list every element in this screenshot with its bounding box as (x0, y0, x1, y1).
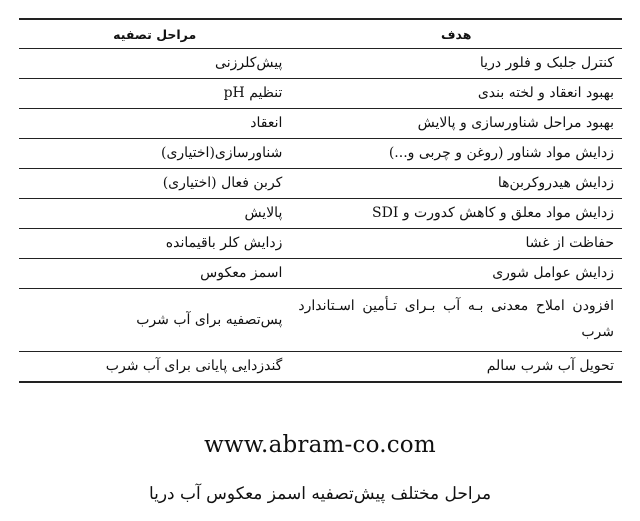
stage-cell: زدایش کلر باقیمانده (19, 229, 290, 259)
stage-cell: اسمز معکوس (19, 259, 290, 289)
stage-cell: پس‌تصفیه برای آب شرب (19, 289, 290, 352)
table-row (19, 289, 622, 352)
goal-cell: بهبود انعقاد و لخته بندی (290, 79, 622, 109)
table-row (19, 139, 622, 169)
figure-caption: مراحل مختلف پیش‌تصفیه اسمز معکوس آب دریا (148, 484, 492, 504)
goal-cell: حفاظت از غشا (290, 229, 622, 259)
table-row (19, 229, 622, 259)
table-row (19, 49, 622, 79)
stage-cell: کربن فعال (اختیاری) (19, 169, 290, 199)
header-goal: هدف (290, 19, 622, 49)
stage-cell: شناورسازی(اختیاری) (19, 139, 290, 169)
goal-cell: زدایش مواد شناور (روغن و چربی و...) (290, 139, 622, 169)
goal-cell: زدایش هیدروکربن‌ها (290, 169, 622, 199)
table-row (19, 199, 622, 229)
stage-cell: تنظیم pH (19, 79, 290, 109)
goal-cell: زدایش مواد معلق و کاهش کدورت و SDI (290, 199, 622, 229)
treatment-stages-table-wrapper (19, 18, 622, 383)
table-row (19, 169, 622, 199)
goal-cell: کنترل جلبک و فلور دریا (290, 49, 622, 79)
goal-cell: زدایش عوامل شوری (290, 259, 622, 289)
table-row (19, 259, 622, 289)
stage-cell: پیش‌کلرزنی (19, 49, 290, 79)
goal-cell: افزودن املاح معدنی بـه آب بـرای تـأمین اسـتاندارد شرب (290, 289, 622, 352)
stage-cell: پالایش (19, 199, 290, 229)
treatment-stages-table (19, 18, 622, 383)
website-url: www.abram-co.com (204, 432, 436, 458)
header-stage: مراحل تصفیه (19, 19, 290, 49)
table-row (19, 352, 622, 383)
goal-cell: بهبود مراحل شناورسازی و پالایش (290, 109, 622, 139)
goal-cell: تحویل آب شرب سالم (486, 358, 614, 375)
table-row (19, 79, 622, 109)
stage-cell: گندزدایی پایانی برای آب شرب (105, 358, 283, 375)
table-header-row (19, 19, 622, 49)
table-row (19, 109, 622, 139)
stage-cell: انعقاد (19, 109, 290, 139)
